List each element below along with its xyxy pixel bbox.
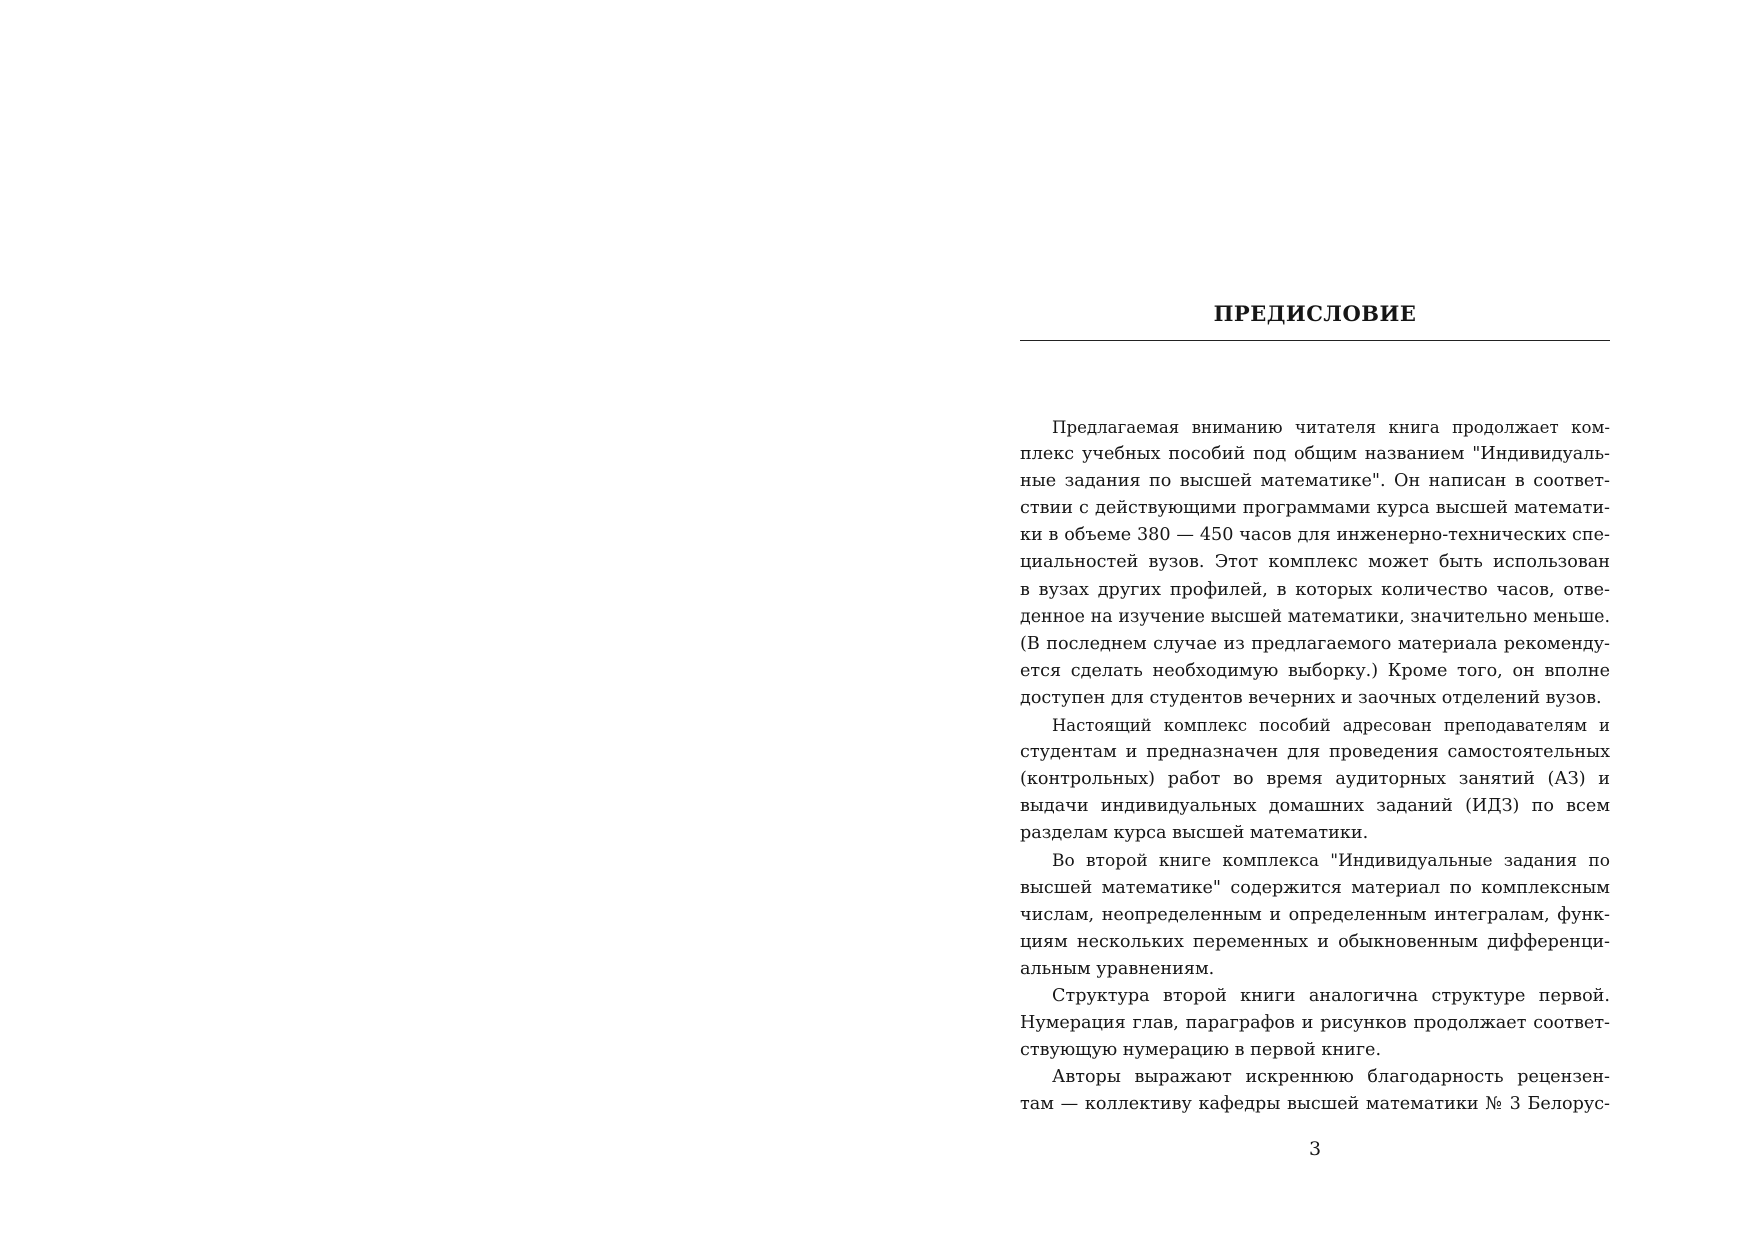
paragraph-5: [1020, 1064, 1610, 1118]
right-page: [1020, 0, 1610, 1240]
text-line: Предлагаемая вниманию читателя книга продолжает ком-: [1052, 418, 1610, 437]
page-number: 3: [1308, 1138, 1322, 1160]
page-heading: ПРЕДИСЛОВИЕ: [1213, 301, 1417, 326]
text-line: (контрольных) работ во время аудиторных занятий (АЗ) и: [1020, 769, 1610, 790]
text-line: ется сделать необходимую выборку.) Кроме того, он вполне: [1020, 660, 1610, 681]
body-text: [1020, 414, 1610, 1118]
text-line: доступен для студентов вечерних и заочных отделений вузов.: [1020, 687, 1602, 708]
text-line: денное на изучение высшей математики, значительно меньше.: [1020, 606, 1610, 627]
text-line: в вузах других профилей, в которых количество часов, отве-: [1020, 579, 1610, 600]
text-line: разделам курса высшей математики.: [1020, 823, 1369, 844]
text-line: высшей математике" содержится материал по комплексным: [1020, 877, 1610, 898]
text-line: альным уравнениям.: [1020, 958, 1215, 979]
heading-rule: [1020, 340, 1610, 341]
text-line: плекс учебных пособий под общим названием "Индивидуаль-: [1020, 444, 1610, 465]
text-line: студентам и предназначен для проведения самостоятельных: [1020, 742, 1610, 763]
text-line: Нумерация глав, параграфов и рисунков продолжает соответ-: [1020, 1013, 1610, 1034]
text-line: выдачи индивидуальных домашних заданий (ИДЗ) по всем: [1020, 796, 1610, 817]
text-line: там — коллективу кафедры высшей математики № 3 Белорус-: [1020, 1094, 1610, 1115]
text-line: Авторы выражают искреннюю благодарность рецензен-: [1052, 1067, 1610, 1088]
text-line: циальностей вузов. Этот комплекс может быть использован: [1020, 552, 1610, 573]
text-line: числам, неопределенным и определенным интегралам, функ-: [1020, 904, 1610, 925]
paragraph-2: [1020, 712, 1610, 847]
text-line: (В последнем случае из предлагаемого материала рекоменду-: [1020, 633, 1610, 654]
paragraph-3: [1020, 848, 1610, 983]
text-line: Настоящий комплекс пособий адресован преподавателям и: [1052, 716, 1610, 736]
text-line: Во второй книге комплекса "Индивидуальные задания по: [1052, 850, 1610, 871]
text-line: ные задания по высшей математике". Он написан в соответ-: [1020, 471, 1610, 492]
paragraph-1: [1020, 414, 1610, 712]
text-line: ствии с действующими программами курса высшей математи-: [1020, 498, 1610, 519]
paragraph-4: [1020, 983, 1610, 1064]
text-line: ствующую нумерацию в первой книге.: [1020, 1040, 1382, 1061]
text-line: ки в объеме 380 — 450 часов для инженерно-технических спе-: [1020, 525, 1610, 546]
text-line: Структура второй книги аналогична структуре первой.: [1052, 985, 1610, 1006]
text-line: циям нескольких переменных и обыкновенным дифференци-: [1020, 931, 1610, 952]
